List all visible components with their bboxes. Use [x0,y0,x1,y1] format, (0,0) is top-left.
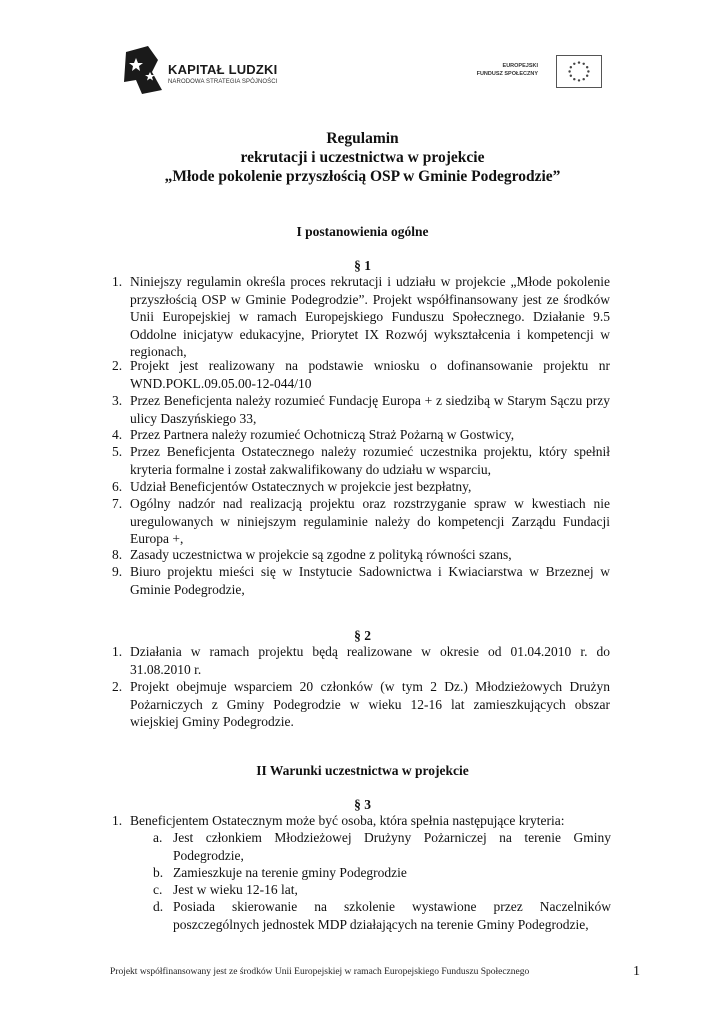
sublist-item-letter: d. [153,899,164,914]
list-item-number: 1. [112,644,123,659]
list-item-text: Przez Beneficjenta Ostatecznego należy rozumieć uczestnika projektu, który spełnił kryteria formalne i został zakwalifikowany do udziału w wsparciu, [130,444,610,477]
sublist-item-text: Posiada skierowanie na szkolenie wystawione przez Naczelników poszczególnych jednostek MDP działających na terenie Gminy Podegrodzie, [173,899,611,932]
sublist-item-text: Zamieszkuje na terenie gminy Podegrodzie [173,865,407,880]
list-item-number: 2. [112,358,123,373]
list-item-number: 7. [112,496,123,511]
list-item-number: 4. [112,427,123,442]
page-number: 1 [633,964,640,979]
list-item-text: Ogólny nadzór nad realizacją projektu oraz rozstrzyganie spraw w kwestiach nie uregulowanych w niniejszym regulaminie należy do kompetencji Zarządu Fundacji Europa +, [130,496,610,546]
kapital-ludzki-emblem-icon [122,42,166,96]
list-item-text: Przez Partnera należy rozumieć Ochotniczą Straż Pożarną w Gostwicy, [130,427,515,442]
list-item-text: Niniejszy regulamin określa proces rekrutacji i udziału w projekcie „Młode pokolenie przyszłością OSP w Gminie Podegrodzie”. Projekt współfinansowany jest ze środków Unii Europejskiej w ramach Europejskiego Funduszu Społecznego. Działanie 9.5 Oddolne inicjatyw edukacyjne, Priorytet IX Rozwój wykształcenia i kompetencji w regionach, [130,274,610,359]
list-item-text: Projekt obejmuje wsparciem 20 członków (w tym 2 Dz.) Młodzieżowych Drużyn Pożarniczych z Gminy Podegrodzie w wieku 12-16 lat zamieszkujących obszar wiejskiej Gminy Podegrodzie. [130,679,610,729]
project-name: „Młode pokolenie przyszłością OSP w Gminie Podegrodzie” [164,168,561,185]
list-item-number: 9. [112,564,123,579]
list-item-number: 2. [112,679,123,694]
paragraph-2-sign: § 2 [354,628,371,643]
paragraph-3-sign: § 3 [354,797,371,812]
left-logo-subtitle: NARODOWA STRATEGIA SPÓJNOŚCI [168,79,278,85]
list-item-text: Projekt jest realizowany na podstawie wniosku o dofinansowanie projektu nr WND.POKL.09.05.00-12-044/10 [130,358,610,391]
list-item-text: Działania w ramach projektu będą realizowane w okresie od 01.04.2010 r. do 31.08.2010 r. [130,644,610,677]
right-logo-line2: FUNDUSZ SPOŁECZNY [476,71,538,77]
eu-flag-icon [556,55,602,88]
kapital-ludzki-logo [122,42,292,98]
list-item-number: 3. [112,393,123,408]
document-subtitle: rekrutacji i uczestnictwa w projekcie [240,149,485,166]
list-item-number: 6. [112,479,123,494]
list-item-number: 1. [112,274,123,289]
list-item-number: 8. [112,547,123,562]
sublist-item-letter: c. [153,882,163,897]
list-item-text: Zasady uczestnictwa w projekcie są zgodne z polityką równości szans, [130,547,512,562]
section-2-heading: II Warunki uczestnictwa w projekcie [256,763,469,778]
sublist-item-letter: a. [153,830,163,845]
paragraph-1-sign: § 1 [354,258,371,273]
list-item-text: Przez Beneficjenta należy rozumieć Fundację Europa + z siedzibą w Starym Sączu przy ulicy Daszyńskiego 33, [130,393,610,426]
list-item-text: Udział Beneficjentów Ostatecznych w projekcie jest bezpłatny, [130,479,472,494]
sublist-item-text: Jest członkiem Młodzieżowej Drużyny Pożarniczej na terenie Gminy Podegrodzie, [173,830,611,863]
sublist-item-letter: b. [153,865,164,880]
section-1-heading: I postanowienia ogólne [296,224,429,239]
list-item-text: Beneficjentem Ostatecznym może być osoba, która spełnia następujące kryteria: [130,813,565,828]
right-logo-line1: EUROPEJSKI [502,63,538,69]
document-title: Regulamin [326,130,399,147]
list-item-number: 5. [112,444,123,459]
sublist-item-text: Jest w wieku 12-16 lat, [173,882,298,897]
efs-logo [478,55,608,95]
page-footer: Projekt współfinansowany jest ze środków Unii Europejskiej w ramach Europejskiego Funduszu Społecznego [110,967,530,977]
list-item-text: Biuro projektu mieści się w Instytucie Sadownictwa i Kwiaciarstwa w Brzeznej w Gminie Podegrodzie, [130,564,610,597]
left-logo-name: KAPITAŁ LUDZKI [168,62,278,77]
list-item-number: 1. [112,813,123,828]
